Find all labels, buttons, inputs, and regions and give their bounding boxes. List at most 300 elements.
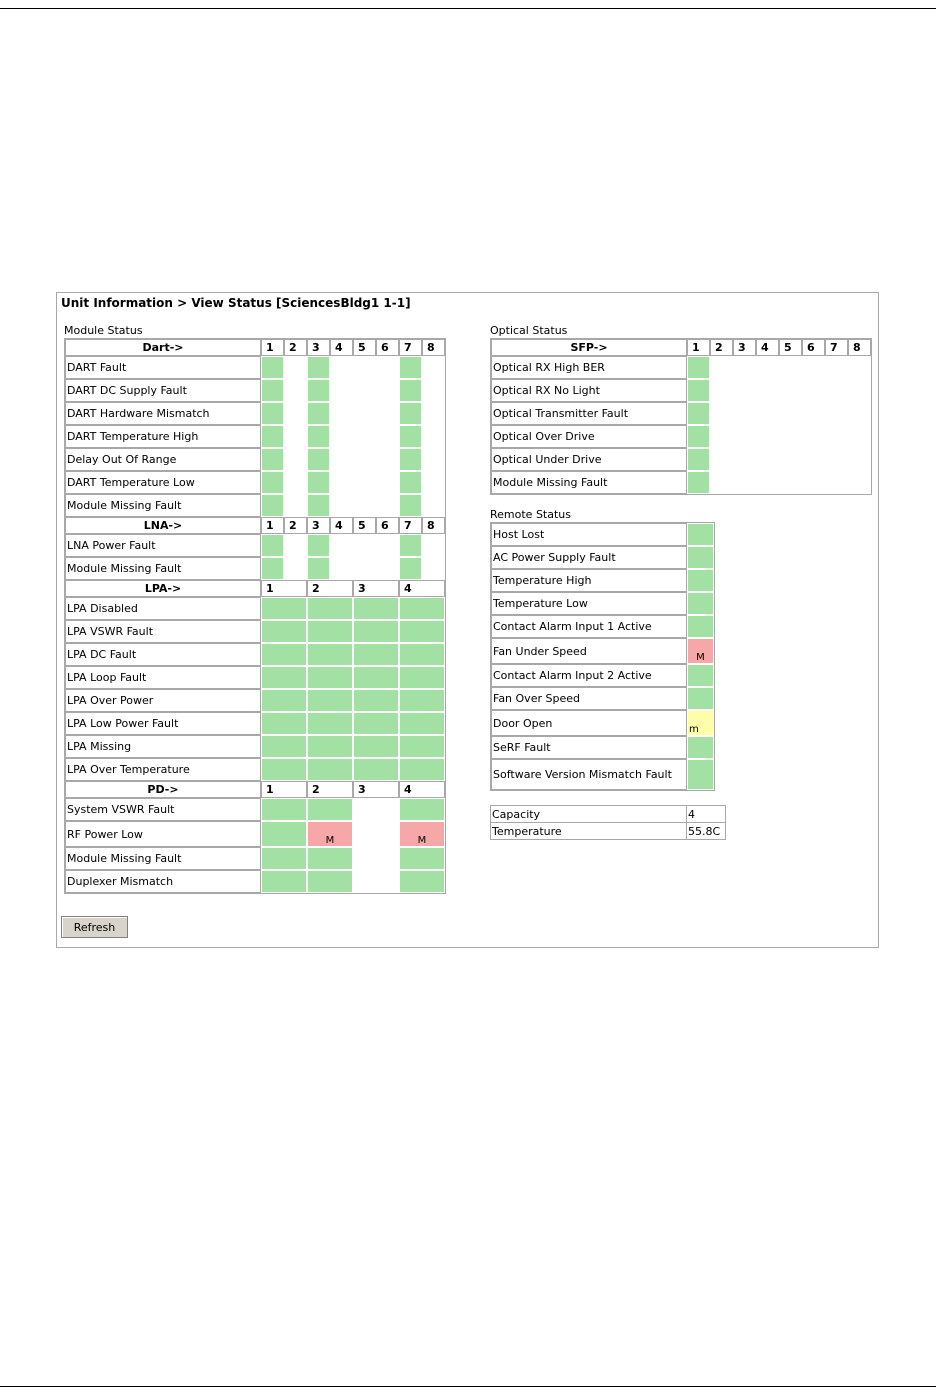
- row-label: Fan Under Speed: [491, 638, 687, 664]
- status-ok-cell: [307, 870, 353, 893]
- status-empty-cell: [710, 356, 733, 379]
- bottom-rule: [0, 1386, 936, 1387]
- status-empty-cell: [422, 494, 445, 517]
- status-empty-cell: [353, 847, 399, 870]
- status-empty-cell: [353, 557, 376, 580]
- status-empty-cell: [756, 425, 779, 448]
- top-rule: [0, 8, 936, 9]
- status-ok-cell: [261, 597, 307, 620]
- status-ok-cell: [399, 379, 422, 402]
- status-empty-cell: [422, 471, 445, 494]
- status-ok-cell: [353, 735, 399, 758]
- status-row: [491, 379, 871, 402]
- row-label: RF Power Low: [65, 821, 261, 847]
- status-ok-cell: [307, 494, 330, 517]
- sfp-header: SFP->: [491, 339, 687, 356]
- row-label: DART Temperature High: [65, 425, 261, 448]
- column-number: 4: [756, 339, 779, 356]
- row-label: Module Missing Fault: [65, 847, 261, 870]
- status-ok-cell: [399, 870, 445, 893]
- status-ok-cell: [687, 736, 714, 759]
- status-empty-cell: [756, 356, 779, 379]
- status-empty-cell: [330, 494, 353, 517]
- status-row: [491, 402, 871, 425]
- status-empty-cell: [330, 402, 353, 425]
- column-number: 1: [261, 517, 284, 534]
- status-ok-cell: [261, 666, 307, 689]
- status-ok-cell: [399, 402, 422, 425]
- status-row: [65, 557, 445, 580]
- section-header-row: [65, 339, 445, 356]
- status-ok-cell: [687, 615, 714, 638]
- remote-status-row: [491, 546, 714, 569]
- status-empty-cell: [376, 402, 399, 425]
- info-table: [490, 805, 726, 840]
- status-ok-cell: [399, 758, 445, 781]
- status-empty-cell: [733, 471, 756, 494]
- row-label: Optical Under Drive: [491, 448, 687, 471]
- row-label: Temperature Low: [491, 592, 687, 615]
- status-empty-cell: [710, 448, 733, 471]
- temperature-label: Temperature: [491, 823, 687, 840]
- status-empty-cell: [353, 798, 399, 821]
- module-status-title: Module Status: [64, 324, 143, 337]
- status-empty-cell: [756, 471, 779, 494]
- status-empty-cell: [779, 402, 802, 425]
- remote-status-row: [491, 664, 714, 687]
- row-label: Contact Alarm Input 1 Active: [491, 615, 687, 638]
- status-ok-cell: [399, 712, 445, 735]
- column-number: 3: [307, 517, 330, 534]
- status-ok-cell: [687, 569, 714, 592]
- status-ok-cell: [307, 689, 353, 712]
- status-ok-cell: [687, 402, 710, 425]
- status-empty-cell: [848, 356, 871, 379]
- status-ok-cell: [307, 534, 330, 557]
- status-ok-cell: [307, 402, 330, 425]
- status-row: [65, 402, 445, 425]
- status-empty-cell: [848, 379, 871, 402]
- status-empty-cell: [825, 471, 848, 494]
- status-empty-cell: [733, 425, 756, 448]
- status-empty-cell: [376, 534, 399, 557]
- status-empty-cell: [422, 356, 445, 379]
- status-ok-cell: [261, 534, 284, 557]
- status-major-alarm-cell: [687, 638, 714, 664]
- status-ok-cell: [261, 557, 284, 580]
- status-empty-cell: [353, 494, 376, 517]
- status-empty-cell: [422, 448, 445, 471]
- section-header-row: [65, 580, 445, 597]
- column-number: 6: [802, 339, 825, 356]
- alarm-marker: M: [417, 835, 427, 846]
- status-empty-cell: [779, 471, 802, 494]
- status-empty-cell: [710, 379, 733, 402]
- remote-status-row: [491, 615, 714, 638]
- lna-header: LNA->: [65, 517, 261, 534]
- column-number: 5: [353, 517, 376, 534]
- status-ok-cell: [261, 870, 307, 893]
- status-empty-cell: [284, 471, 307, 494]
- status-ok-cell: [307, 798, 353, 821]
- temperature-value: 55.8C: [687, 823, 726, 840]
- row-label: Fan Over Speed: [491, 687, 687, 710]
- column-number: 4: [330, 517, 353, 534]
- status-empty-cell: [376, 494, 399, 517]
- column-number: 2: [710, 339, 733, 356]
- status-empty-cell: [779, 356, 802, 379]
- status-ok-cell: [687, 592, 714, 615]
- status-ok-cell: [261, 758, 307, 781]
- status-ok-cell: [261, 620, 307, 643]
- status-ok-cell: [399, 557, 422, 580]
- column-number: 1: [261, 339, 284, 356]
- temperature-row: [491, 823, 726, 840]
- status-row: [491, 471, 871, 494]
- status-row: [65, 643, 445, 666]
- column-number: 2: [284, 517, 307, 534]
- row-label: Optical Over Drive: [491, 425, 687, 448]
- column-number: 7: [399, 517, 422, 534]
- status-empty-cell: [376, 557, 399, 580]
- status-empty-cell: [376, 425, 399, 448]
- status-empty-cell: [710, 471, 733, 494]
- module-status-table: [64, 338, 446, 894]
- column-number: 4: [399, 781, 445, 798]
- status-empty-cell: [284, 356, 307, 379]
- status-ok-cell: [261, 735, 307, 758]
- status-ok-cell: [261, 494, 284, 517]
- remote-status-row: [491, 687, 714, 710]
- row-label: LPA DC Fault: [65, 643, 261, 666]
- row-label: Duplexer Mismatch: [65, 870, 261, 893]
- status-ok-cell: [399, 448, 422, 471]
- page-title: Unit Information > View Status [SciencesBldg1 1-1]: [61, 296, 411, 310]
- status-row: [65, 379, 445, 402]
- column-number: 4: [399, 580, 445, 597]
- status-row: [65, 620, 445, 643]
- status-empty-cell: [825, 448, 848, 471]
- status-empty-cell: [779, 448, 802, 471]
- status-row: [65, 847, 445, 870]
- status-ok-cell: [307, 735, 353, 758]
- status-ok-cell: [399, 425, 422, 448]
- status-empty-cell: [848, 448, 871, 471]
- status-ok-cell: [353, 758, 399, 781]
- status-ok-cell: [687, 664, 714, 687]
- remote-status-row: [491, 710, 714, 736]
- status-empty-cell: [353, 356, 376, 379]
- status-empty-cell: [353, 870, 399, 893]
- status-empty-cell: [330, 379, 353, 402]
- status-ok-cell: [307, 758, 353, 781]
- remote-status-table: [490, 522, 715, 791]
- status-empty-cell: [376, 356, 399, 379]
- status-empty-cell: [710, 402, 733, 425]
- alarm-marker: m: [689, 724, 699, 735]
- status-ok-cell: [687, 687, 714, 710]
- status-empty-cell: [376, 471, 399, 494]
- row-label: DART DC Supply Fault: [65, 379, 261, 402]
- row-label: Optical Transmitter Fault: [491, 402, 687, 425]
- row-label: Software Version Mismatch Fault: [491, 759, 687, 790]
- column-number: 8: [422, 517, 445, 534]
- status-ok-cell: [261, 712, 307, 735]
- column-number: 2: [307, 580, 353, 597]
- remote-status-row: [491, 592, 714, 615]
- status-empty-cell: [376, 448, 399, 471]
- status-row: [65, 870, 445, 893]
- status-empty-cell: [353, 402, 376, 425]
- status-ok-cell: [261, 798, 307, 821]
- status-ok-cell: [307, 643, 353, 666]
- column-number: 3: [353, 781, 399, 798]
- status-empty-cell: [284, 448, 307, 471]
- status-ok-cell: [307, 471, 330, 494]
- status-ok-cell: [353, 712, 399, 735]
- status-row: [491, 356, 871, 379]
- optical-status-title: Optical Status: [490, 324, 568, 337]
- status-ok-cell: [307, 712, 353, 735]
- status-empty-cell: [733, 448, 756, 471]
- status-ok-cell: [687, 425, 710, 448]
- status-empty-cell: [284, 534, 307, 557]
- status-empty-cell: [353, 448, 376, 471]
- status-empty-cell: [376, 379, 399, 402]
- status-minor-alarm-cell: [687, 710, 714, 736]
- status-empty-cell: [284, 379, 307, 402]
- column-number: 7: [825, 339, 848, 356]
- row-label: Door Open: [491, 710, 687, 736]
- status-empty-cell: [422, 425, 445, 448]
- column-number: 6: [376, 517, 399, 534]
- status-row: [65, 597, 445, 620]
- optical-status-table: [490, 338, 872, 495]
- status-ok-cell: [307, 666, 353, 689]
- status-empty-cell: [353, 534, 376, 557]
- row-label: Module Missing Fault: [491, 471, 687, 494]
- status-empty-cell: [802, 356, 825, 379]
- row-label: System VSWR Fault: [65, 798, 261, 821]
- status-ok-cell: [261, 643, 307, 666]
- status-ok-cell: [261, 821, 307, 847]
- status-empty-cell: [848, 402, 871, 425]
- column-number: 7: [399, 339, 422, 356]
- status-ok-cell: [687, 356, 710, 379]
- status-empty-cell: [284, 402, 307, 425]
- column-number: 3: [307, 339, 330, 356]
- alarm-marker: M: [325, 835, 335, 846]
- status-empty-cell: [422, 379, 445, 402]
- column-number: 3: [353, 580, 399, 597]
- status-ok-cell: [399, 597, 445, 620]
- status-ok-cell: [307, 448, 330, 471]
- status-empty-cell: [848, 425, 871, 448]
- status-row: [65, 471, 445, 494]
- column-number: 8: [422, 339, 445, 356]
- status-ok-cell: [353, 666, 399, 689]
- row-label: Optical RX No Light: [491, 379, 687, 402]
- status-empty-cell: [284, 425, 307, 448]
- status-empty-cell: [733, 356, 756, 379]
- row-label: Contact Alarm Input 2 Active: [491, 664, 687, 687]
- status-empty-cell: [422, 534, 445, 557]
- status-empty-cell: [284, 557, 307, 580]
- status-ok-cell: [307, 620, 353, 643]
- row-label: AC Power Supply Fault: [491, 546, 687, 569]
- status-empty-cell: [825, 402, 848, 425]
- status-row: [65, 798, 445, 821]
- remote-status-row: [491, 759, 714, 790]
- column-number: 3: [733, 339, 756, 356]
- refresh-button[interactable]: Refresh: [61, 916, 128, 938]
- row-label: Module Missing Fault: [65, 494, 261, 517]
- status-row: [65, 758, 445, 781]
- status-row: [491, 448, 871, 471]
- capacity-value: 4: [687, 806, 726, 823]
- status-ok-cell: [399, 689, 445, 712]
- status-ok-cell: [687, 523, 714, 546]
- status-ok-cell: [353, 597, 399, 620]
- status-empty-cell: [825, 379, 848, 402]
- status-row: [65, 689, 445, 712]
- status-empty-cell: [330, 356, 353, 379]
- status-ok-cell: [399, 620, 445, 643]
- status-empty-cell: [330, 448, 353, 471]
- column-number: 2: [284, 339, 307, 356]
- remote-status-row: [491, 638, 714, 664]
- row-label: Delay Out Of Range: [65, 448, 261, 471]
- status-ok-cell: [687, 759, 714, 790]
- remote-status-row: [491, 569, 714, 592]
- status-empty-cell: [802, 448, 825, 471]
- column-number: 4: [330, 339, 353, 356]
- status-empty-cell: [330, 425, 353, 448]
- status-ok-cell: [307, 379, 330, 402]
- status-ok-cell: [399, 735, 445, 758]
- status-empty-cell: [825, 425, 848, 448]
- status-empty-cell: [733, 402, 756, 425]
- row-label: LPA Disabled: [65, 597, 261, 620]
- section-header-row: [65, 781, 445, 798]
- status-row: [65, 494, 445, 517]
- status-empty-cell: [353, 379, 376, 402]
- status-ok-cell: [399, 643, 445, 666]
- status-ok-cell: [399, 847, 445, 870]
- status-ok-cell: [261, 847, 307, 870]
- row-label: LPA VSWR Fault: [65, 620, 261, 643]
- status-ok-cell: [261, 448, 284, 471]
- row-label: LPA Over Temperature: [65, 758, 261, 781]
- status-ok-cell: [353, 620, 399, 643]
- status-ok-cell: [687, 471, 710, 494]
- status-ok-cell: [307, 597, 353, 620]
- row-label: DART Hardware Mismatch: [65, 402, 261, 425]
- status-ok-cell: [687, 448, 710, 471]
- status-ok-cell: [399, 471, 422, 494]
- alarm-marker: M: [696, 652, 705, 663]
- status-ok-cell: [261, 425, 284, 448]
- row-label: LPA Missing: [65, 735, 261, 758]
- section-header-row: [491, 339, 871, 356]
- row-label: Module Missing Fault: [65, 557, 261, 580]
- status-row: [65, 356, 445, 379]
- column-number: 1: [261, 781, 307, 798]
- status-empty-cell: [756, 379, 779, 402]
- status-ok-cell: [687, 379, 710, 402]
- row-label: DART Fault: [65, 356, 261, 379]
- status-ok-cell: [399, 666, 445, 689]
- status-major-alarm-cell: [399, 821, 445, 847]
- status-ok-cell: [307, 425, 330, 448]
- column-number: 1: [687, 339, 710, 356]
- status-empty-cell: [825, 356, 848, 379]
- column-number: 1: [261, 580, 307, 597]
- status-empty-cell: [779, 379, 802, 402]
- status-ok-cell: [307, 557, 330, 580]
- column-number: 2: [307, 781, 353, 798]
- status-ok-cell: [261, 356, 284, 379]
- status-empty-cell: [353, 821, 399, 847]
- status-empty-cell: [848, 471, 871, 494]
- status-empty-cell: [733, 379, 756, 402]
- status-ok-cell: [687, 546, 714, 569]
- status-ok-cell: [261, 402, 284, 425]
- status-empty-cell: [422, 402, 445, 425]
- status-ok-cell: [399, 798, 445, 821]
- remote-status-row: [491, 523, 714, 546]
- status-ok-cell: [307, 847, 353, 870]
- dart-header: Dart->: [65, 339, 261, 356]
- status-ok-cell: [353, 643, 399, 666]
- column-number: 5: [779, 339, 802, 356]
- status-row: [65, 821, 445, 847]
- status-empty-cell: [710, 425, 733, 448]
- row-label: LPA Over Power: [65, 689, 261, 712]
- row-label: LPA Low Power Fault: [65, 712, 261, 735]
- status-empty-cell: [802, 402, 825, 425]
- status-row: [65, 666, 445, 689]
- status-empty-cell: [756, 402, 779, 425]
- status-ok-cell: [307, 356, 330, 379]
- row-label: SeRF Fault: [491, 736, 687, 759]
- status-row: [65, 735, 445, 758]
- status-row: [65, 712, 445, 735]
- status-empty-cell: [802, 425, 825, 448]
- column-number: 8: [848, 339, 871, 356]
- status-row: [491, 425, 871, 448]
- status-empty-cell: [353, 425, 376, 448]
- status-empty-cell: [802, 471, 825, 494]
- row-label: Optical RX High BER: [491, 356, 687, 379]
- status-ok-cell: [399, 534, 422, 557]
- row-label: Temperature High: [491, 569, 687, 592]
- status-empty-cell: [330, 534, 353, 557]
- status-empty-cell: [330, 557, 353, 580]
- row-label: Host Lost: [491, 523, 687, 546]
- status-ok-cell: [399, 356, 422, 379]
- status-row: [65, 425, 445, 448]
- row-label: LPA Loop Fault: [65, 666, 261, 689]
- section-header-row: [65, 517, 445, 534]
- capacity-label: Capacity: [491, 806, 687, 823]
- status-ok-cell: [353, 689, 399, 712]
- status-ok-cell: [261, 471, 284, 494]
- status-empty-cell: [330, 471, 353, 494]
- status-empty-cell: [353, 471, 376, 494]
- pd-header: PD->: [65, 781, 261, 798]
- row-label: DART Temperature Low: [65, 471, 261, 494]
